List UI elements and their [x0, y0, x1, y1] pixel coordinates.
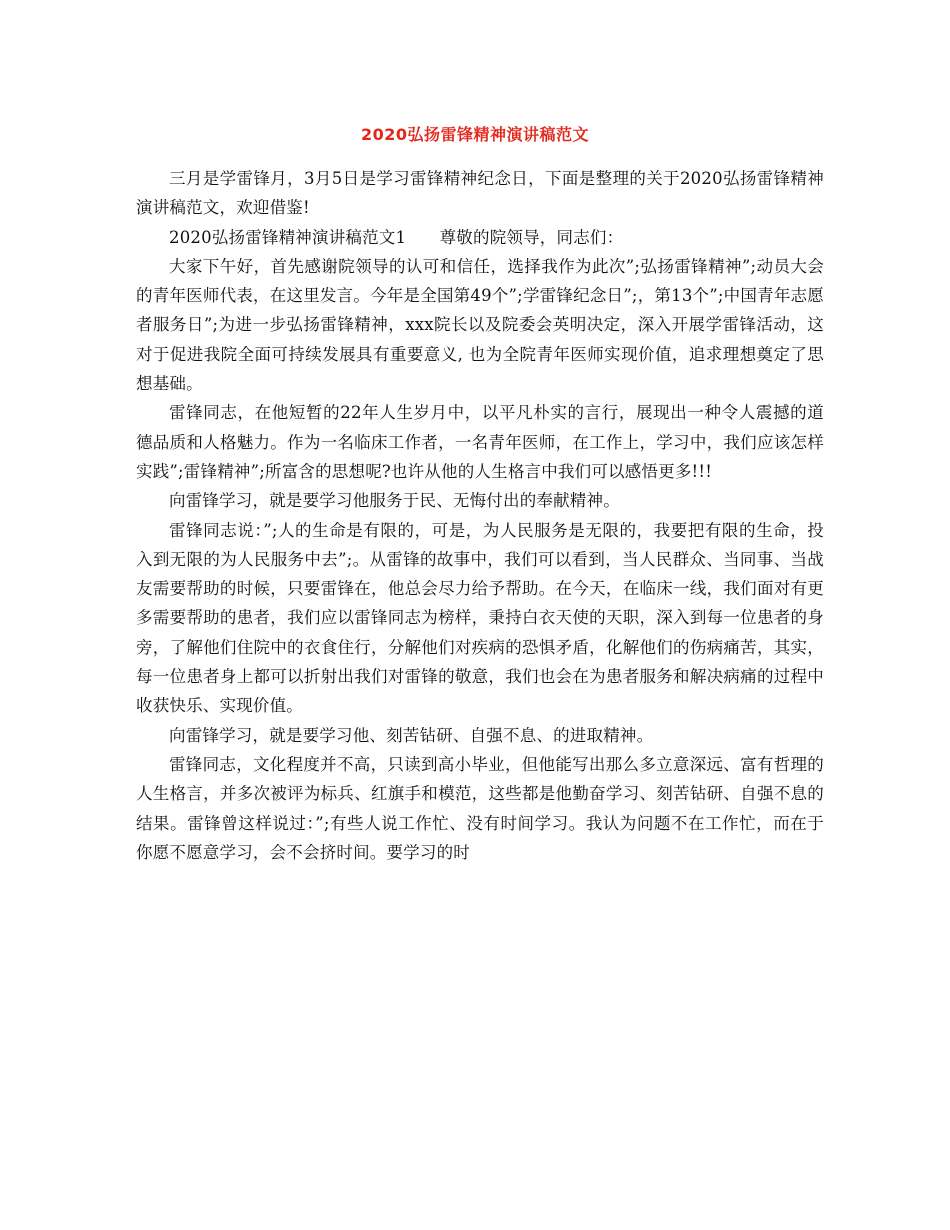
paragraph-service-quote: 雷锋同志说：”;人的生命是有限的，可是，为人民服务是无限的，我要把有限的生命，投入到无限的为人民服务中去”;。从雷锋的故事中，我们可以看到，当人民群众、当同事、当战友需要帮助的时候，只要雷锋在，他总会尽力给予帮助。在今天，在临床一线，我们面对有更多需要帮助的患者，我们应以雷锋同志为榜样，秉持白衣天使的天职，深入到每一位患者的身旁，了解他们住院中的衣食住行，分解他们对疾病的恐惧矛盾，化解他们的伤病痛苦，其实，每一位患者身上都可以折射出我们对雷锋的敬意，我们也会在为患者服务和解决病痛的过程中收获快乐、实现价值。 [136, 520, 824, 716]
document-title: 2020弘扬雷锋精神演讲稿范文 [360, 125, 590, 144]
paragraph-intro: 三月是学雷锋月，3月5日是学习雷锋精神纪念日，下面是整理的关于2020弘扬雷锋精神演讲稿范文，欢迎借鉴! [136, 169, 824, 218]
paragraph-heading-salutation: 2020弘扬雷锋精神演讲稿范文1 尊敬的院领导，同志们： [169, 227, 624, 247]
document-body [136, 164, 824, 867]
paragraph-lei-feng-life: 雷锋同志，在他短暂的22年人生岁月中，以平凡朴实的言行，展现出一种令人震撼的道德品质和人格魅力。作为一名临床工作者，一名青年医师，在工作上，学习中，我们应该怎样实践”;雷锋精神”;所富含的思想呢?也许从他的人生格言中我们可以感悟更多!!! [136, 403, 824, 481]
paragraph-study-heading: 向雷锋学习，就是要学习他、刻苦钻研、自强不息、的进取精神。 [169, 725, 654, 745]
paragraph-study-body: 雷锋同志，文化程度并不高，只读到高小毕业，但他能写出那么多立意深远、富有哲理的人生格言，并多次被评为标兵、红旗手和模范，这些都是他勤奋学习、刻苦钻研、自强不息的结果。雷锋曾这样说过：”;有些人说工作忙、没有时间学习。我认为问题不在工作忙，而在于你愿不愿意学习，会不会挤时间。要学习的时 [136, 754, 824, 862]
paragraph-greeting: 大家下午好，首先感谢院领导的认可和信任，选择我作为此次”;弘扬雷锋精神”;动员大会的青年医师代表，在这里发言。今年是全国第49个”;学雷锋纪念日”;，第13个”;中国青年志愿者服务日”;为进一步弘扬雷锋精神，xxx院长以及院委会英明决定，深入开展学雷锋活动，这对于促进我院全面可持续发展具有重要意义, 也为全院青年医师实现价值，追求理想奠定了思想基础。 [136, 256, 824, 394]
paragraph-dedication-heading: 向雷锋学习，就是要学习他服务于民、无悔付出的奉献精神。 [169, 491, 620, 511]
